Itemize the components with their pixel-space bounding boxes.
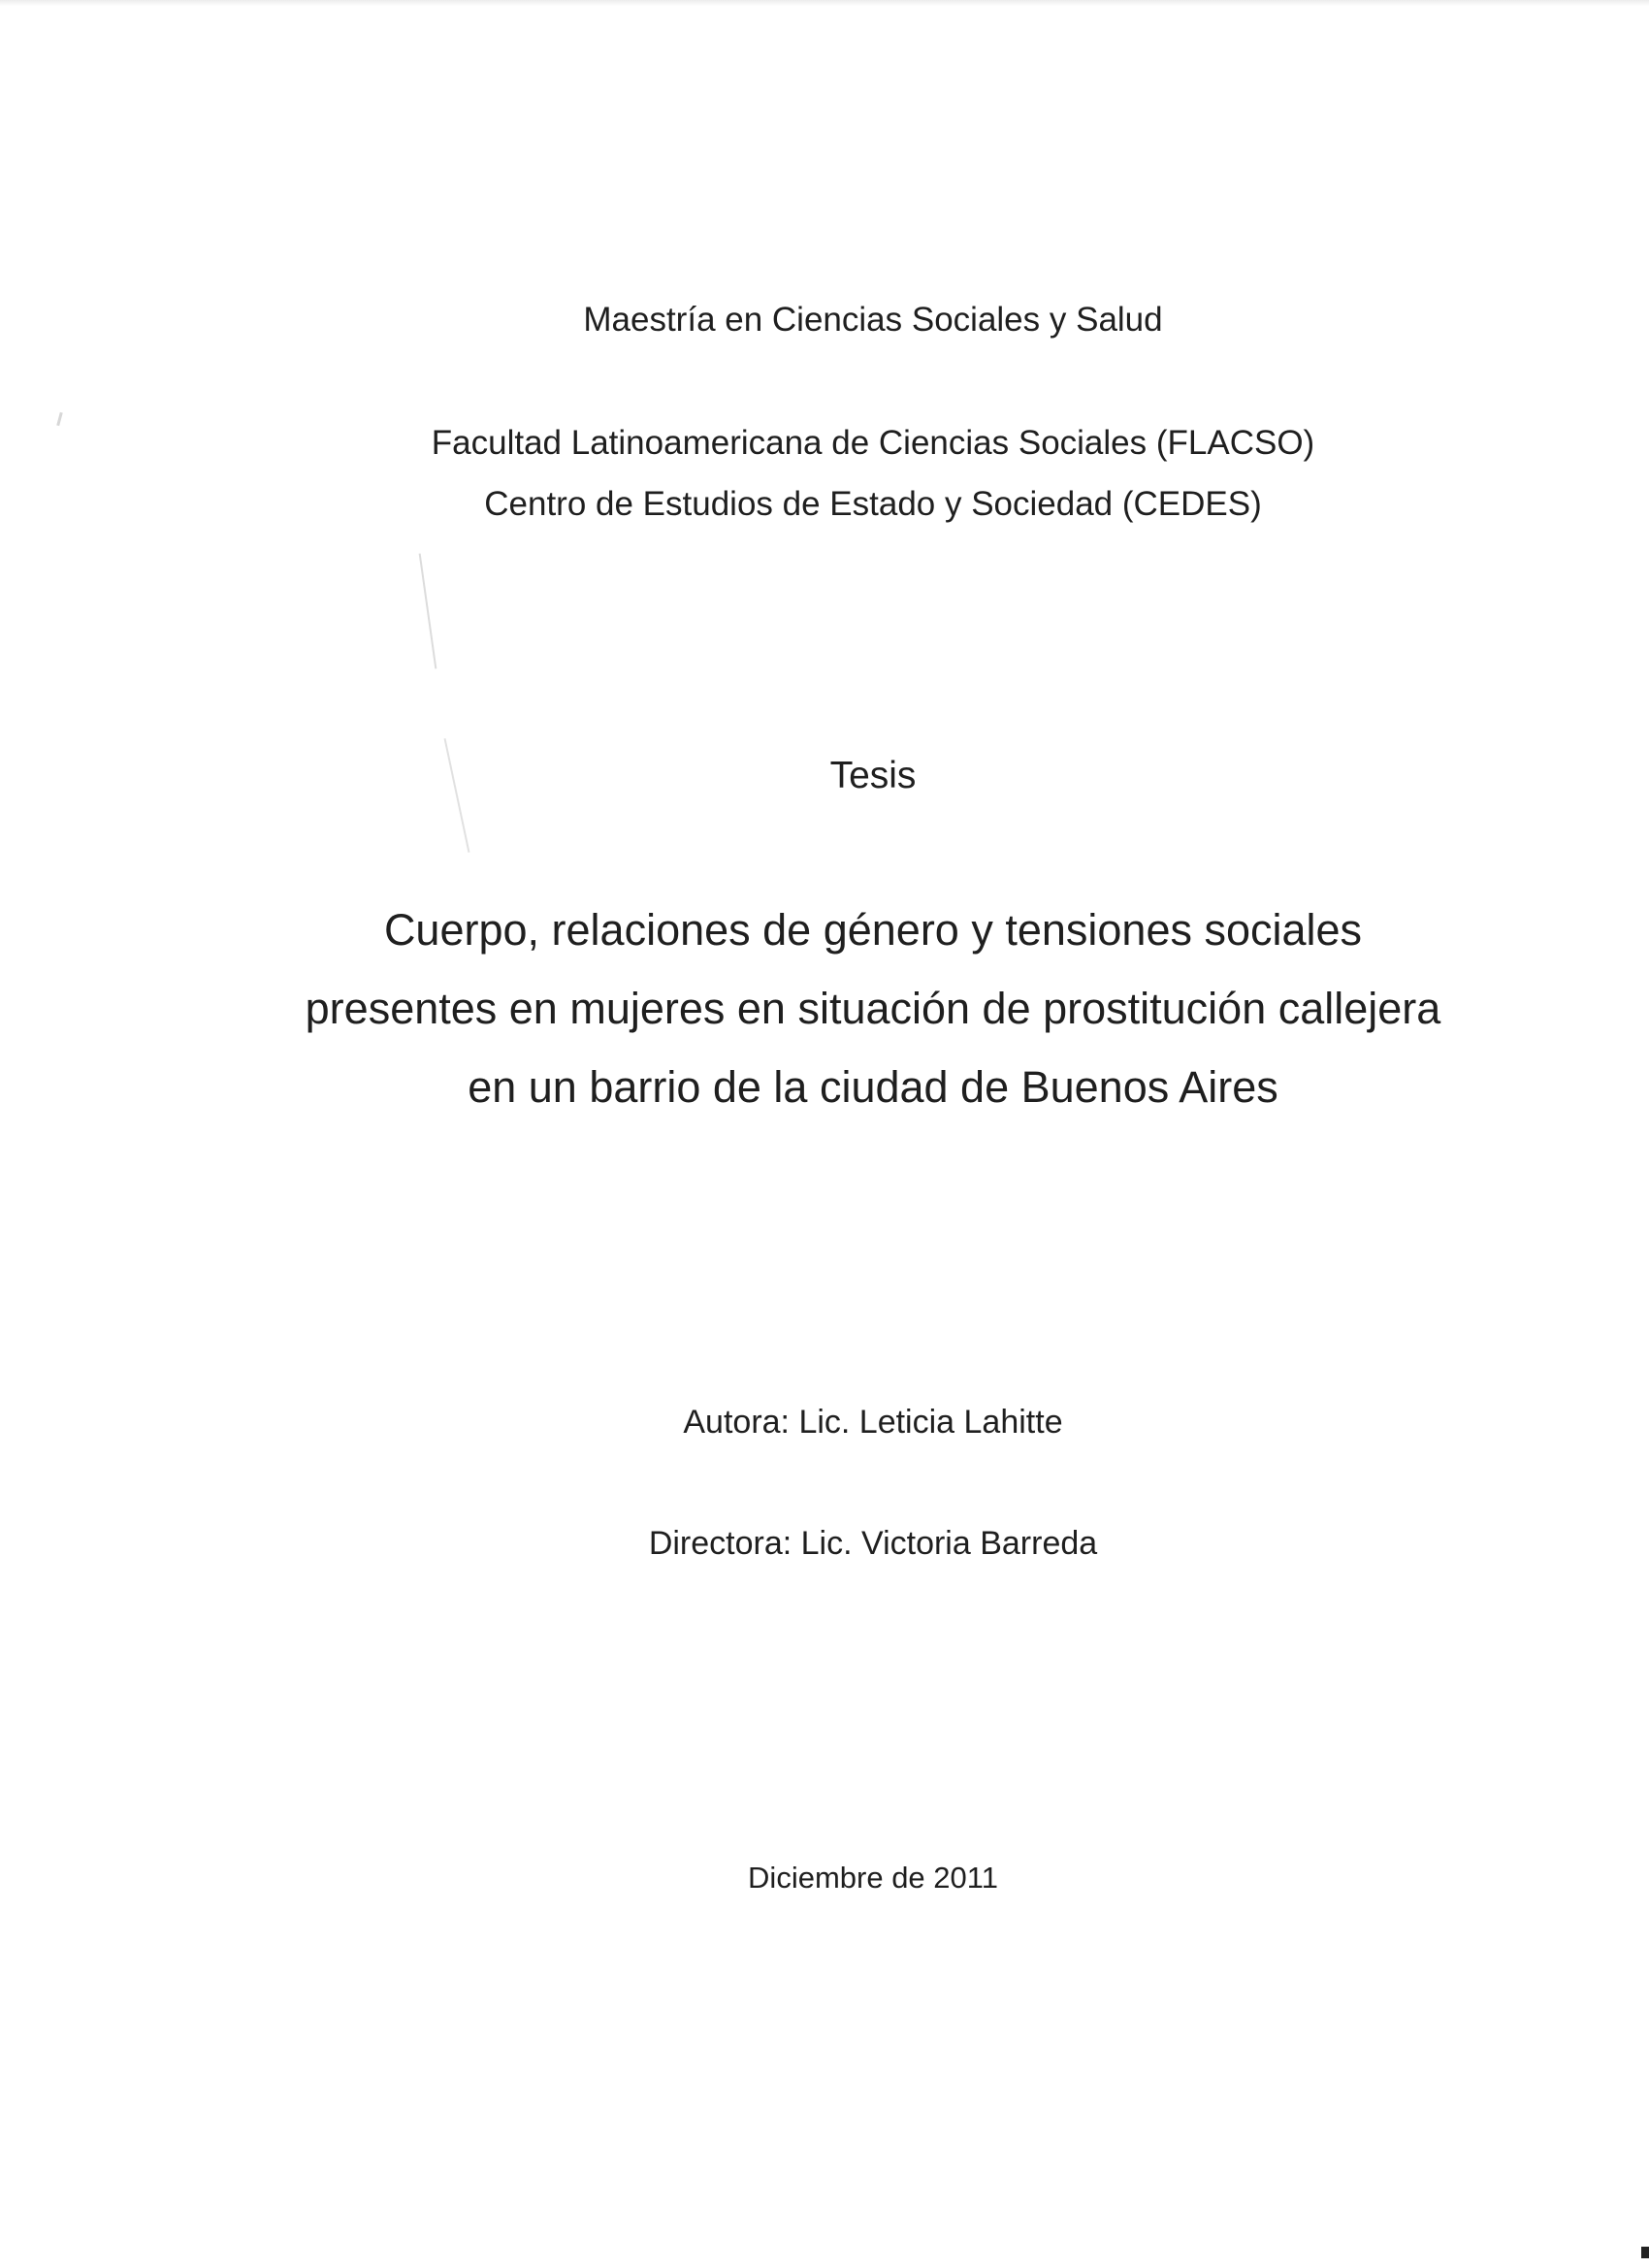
date: Diciembre de 2011 <box>748 1861 998 1895</box>
thesis-title <box>0 891 1649 1126</box>
thesis-title-line: en un barrio de la ciudad de Buenos Aires <box>468 1062 1278 1112</box>
institution-flacso: Facultad Latinoamericana de Ciencias Sociales (FLACSO) <box>431 424 1315 462</box>
scan-corner-mark <box>1641 2247 1649 2258</box>
program-name: Maestría en Ciencias Sociales y Salud <box>583 301 1163 339</box>
scan-artifact <box>419 553 437 668</box>
author: Autora: Lic. Leticia Lahitte <box>683 1404 1063 1441</box>
thesis-title-line: Cuerpo, relaciones de género y tensiones sociales <box>383 905 1363 955</box>
institution-cedes: Centro de Estudios de Estado y Sociedad (CEDES) <box>484 485 1262 523</box>
scan-edge-shadow <box>0 0 1649 6</box>
director: Directora: Lic. Victoria Barreda <box>648 1525 1098 1562</box>
document-type: Tesis <box>829 755 917 796</box>
thesis-title-line: presentes en mujeres en situación de prostitución callejera <box>305 984 1441 1033</box>
